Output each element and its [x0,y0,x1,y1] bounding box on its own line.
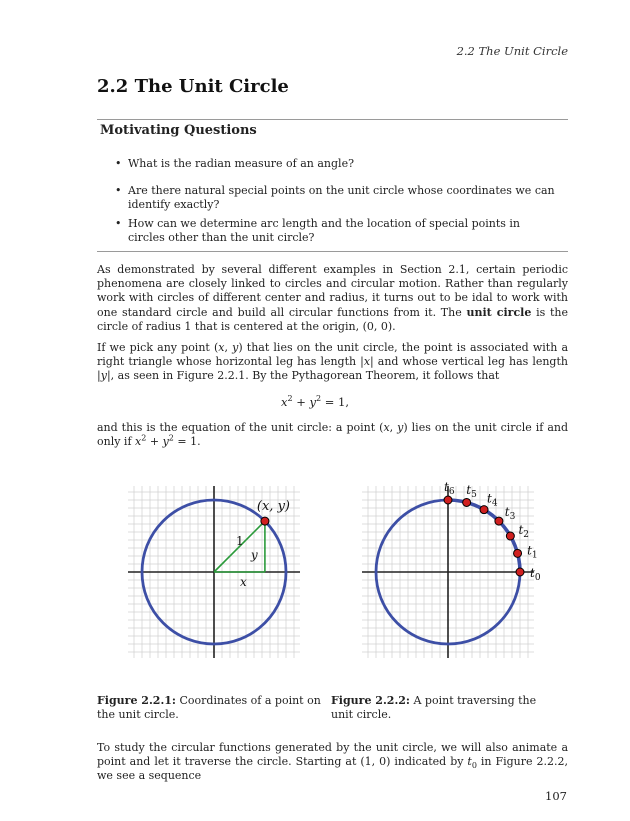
text: and this is the equation of the unit circle: a point ( [97,421,384,434]
text: + [292,395,310,409]
traversal-point [444,496,452,504]
traversal-points [444,480,541,583]
traversal-point-label: $t_1$ [527,543,538,561]
motivating-questions-list [115,157,555,258]
hypotenuse-label: 1 [236,534,244,548]
figure-unit-circle-point [128,486,300,658]
text: , [389,421,398,434]
math-y: y [309,395,317,409]
text: |, as seen in Figure 2.2.1. By the Pythagorean Theorem, it follows that [106,369,500,383]
traversal-point-label: $t_6$ [444,480,455,497]
text: = 1, [321,395,350,409]
traversal-point [514,549,522,557]
motivating-questions-title: Motivating Questions [100,123,257,138]
math-y: y [162,435,169,449]
motivating-questions-box [97,119,568,252]
text: in Figure 2.2.2, we see a sequence [97,755,568,783]
text: ) lies on the unit circle if and only if [97,421,569,449]
traversal-point-label: $t_3$ [504,505,516,523]
point-on-circle [261,517,269,525]
running-head: 2.2 The Unit Circle [456,44,568,58]
paragraph-animation [97,741,568,784]
traversal-point [495,517,503,525]
traversal-point-label: $t_2$ [518,523,530,540]
paragraph-intro [97,263,568,334]
figure-unit-circle-traverse [362,480,541,658]
traversal-point [506,532,514,540]
figure-caption-1 [97,694,325,722]
term-unit-circle: unit circle [466,305,532,319]
traversal-point [480,506,488,514]
math-y: y [232,341,239,354]
text: To study the circular functions generated by the unit circle, we will also animate a point and let it traverse the circle. Starting at (1, 0) indicated by [97,741,568,769]
text: As demonstrated by several different examples in Section 2.1, certain periodic phenomena are closely linked to circles and circular motion. Rather than regularly work with circles of different center and radius, it turns out to be idal to work with one standard circle and build all circular functions from it. The [97,263,568,319]
text: | and whose vertical leg has length | [97,355,568,383]
math-x: x [218,341,225,354]
traversal-point-label: $t_5$ [466,482,477,500]
point-label: (x, y) [256,499,291,515]
text: = 1. [173,435,201,449]
traversal-point [463,498,471,506]
text: ) that lies on the unit circle, the point is associated with a right triangle whose horizontal leg has length | [97,341,569,369]
math-x: x [135,435,142,449]
question-item: • What is the radian measure of an angle? [115,157,555,171]
caption-text: Coordinates of a point on the unit circle. [97,694,321,721]
box-rule-bottom [97,251,568,252]
exponent: 2 [316,394,322,404]
caption-label: Figure 2.2.1: [97,694,176,707]
equation-unit-circle [0,395,630,409]
figure-caption-2 [331,694,561,722]
math-t: t [467,755,472,769]
traversal-point [516,568,524,576]
text: , [224,341,233,354]
exponent: 2 [168,433,174,443]
math-x: x [363,355,371,369]
paragraph-equation-meaning [97,421,568,449]
page-number: 107 [545,789,567,803]
text: is the circle of radius 1 that is centered at the origin, (0, 0). [97,305,568,333]
question-item: • Are there natural special points on the unit circle whose coordinates we can identify exactly? [115,184,555,212]
exponent: 2 [287,394,293,404]
question-item: • How can we determine arc length and the location of special points in circles other than the unit circle? [115,217,555,245]
exponent: 2 [141,433,147,443]
caption-label: Figure 2.2.2: [331,694,410,707]
horizontal-leg-label: x [240,575,247,589]
text: + [146,435,163,449]
math-y: y [397,421,404,434]
math-y: y [100,369,107,383]
box-rule-top [97,119,568,120]
text: If we pick any point ( [97,341,219,354]
vertical-leg-label: y [250,548,258,562]
math-x: x [383,421,390,434]
section-title: 2.2 The Unit Circle [97,76,289,97]
subscript: 0 [471,761,477,771]
math-x: x [280,395,288,409]
traversal-point-label: $t_4$ [487,491,498,509]
paragraph-pythagoras [97,341,568,384]
caption-text: A point traversing the unit circle. [331,694,537,721]
traversal-point-label: $t_0$ [530,566,541,583]
